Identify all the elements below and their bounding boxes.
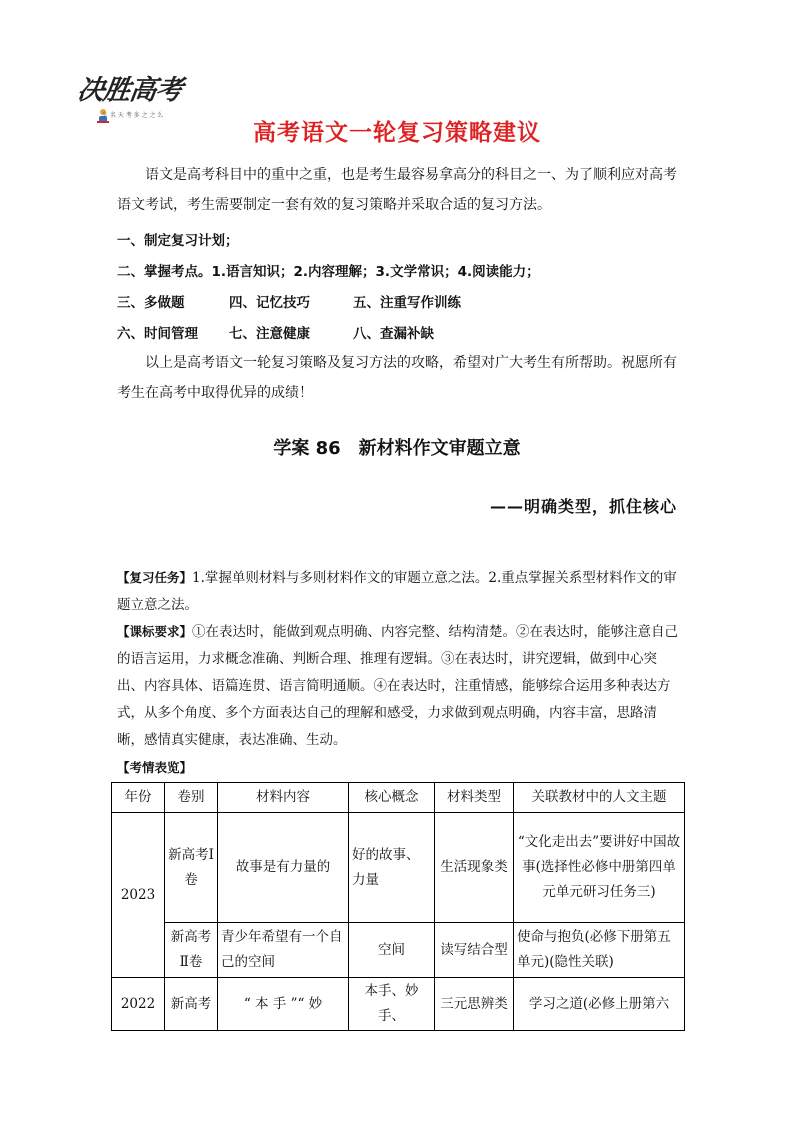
review-task [117,564,682,619]
intro-paragraph: 语文是高考科目中的重中之重，也是考生最容易拿高分的科目之一、为了顺利应对高考语文考试，考生需要制定一套有效的复习策略并采取合适的复习方法。 [117,167,677,213]
table-header: 材料类型 [435,783,514,813]
review-task-label: 【复习任务】 [117,570,193,585]
table-cell: “ 本 手 ”“ 妙 [218,978,349,1031]
table-cell: 新高考 [165,978,218,1031]
strategy-line-3 [117,291,461,311]
strategy-item: 五、注重写作训练 [353,295,461,311]
table-cell: 三元思辨类 [435,978,514,1031]
table-cell: 读写结合型 [435,923,514,978]
strategy-item: 四、记忆技巧 [229,295,310,311]
table-cell: 本手、妙手、 [349,978,435,1031]
table-cell: “文化走出去”要讲好中国故事(选择性必修中册第四单元单元研习任务三) [514,813,685,923]
standard-text: ①在表达时，能做到观点明确、内容完整、结构清楚。②在表达时，能够注意自己的语言运用，力求概念准确、判断合理、推理有逻辑。③在表达时，讲究逻辑，做到中心突出、内容具体、语篇连贯、语言简明通顺。④在表达时，注重情感，能够综合运用多种表达方式，从多个角度、多个方面表达自己的理解和感受，力求做到观点明确，内容丰富，思路清晰，感情真实健康，表达准确、生动。 [117,624,679,748]
strategy-item: 七、注意健康 [229,326,310,342]
curriculum-standard [117,618,682,754]
strategy-item: 八、查漏补缺 [353,326,434,342]
strategy-item: 三、多做题 [117,295,185,311]
logo-sub: 生 名 天 考 多 之 之 么 [102,112,164,119]
table-row [112,978,685,1031]
table-header: 卷别 [165,783,218,813]
table-cell: 好的故事、力量 [349,813,435,923]
exam-overview-label: 【考情表览】 [117,760,193,775]
table-header: 关联教材中的人文主题 [514,783,685,813]
strategy-line-2: 二、掌握考点。1.语言知识；2.内容理解；3.文学常识；4.阅读能力； [117,264,540,280]
table-cell: 生活现象类 [435,813,514,923]
table-header: 核心概念 [349,783,435,813]
table-header-row [112,783,685,813]
table-cell-year: 2023 [112,813,165,978]
table-cell: 新高考Ⅰ卷 [165,813,218,923]
strategy-line-1: 一、制定复习计划； [117,233,239,249]
closing-paragraph: 以上是高考语文一轮复习策略及复习方法的攻略，希望对广大考生有所帮助。祝愿所有考生在高考中取得优异的成绩！ [117,355,677,401]
table-row [112,923,685,978]
exam-table [111,782,685,1031]
table-cell: 空间 [349,923,435,978]
table-cell-year: 2022 [112,978,165,1031]
table-cell: 故事是有力量的 [218,813,349,923]
lesson-subtitle: ——明确类型，抓住核心 [489,497,677,516]
review-task-text: 1.掌握单则材料与多则材料作文的审题立意之法。2.重点掌握关系型材料作文的审题立意之法。 [117,570,677,613]
strategy-line-4 [117,322,434,342]
table-cell: 新高考Ⅱ卷 [165,923,218,978]
standard-label: 【课标要求】 [117,624,193,639]
lesson-title: 学案 86 新材料作文审题立意 [273,438,521,459]
table-header: 材料内容 [218,783,349,813]
table-cell: 使命与抱负(必修下册第五单元)(隐性关联) [514,923,685,978]
table-row [112,813,685,923]
table-header: 年份 [112,783,165,813]
strategy-item: 六、时间管理 [117,326,198,342]
table-cell: 学习之道(必修上册第六 [514,978,685,1031]
main-title: 高考语文一轮复习策略建议 [253,120,541,146]
table-cell: 青少年希望有一个自己的空间 [218,923,349,978]
logo-text: 决胜高考 [75,75,184,106]
